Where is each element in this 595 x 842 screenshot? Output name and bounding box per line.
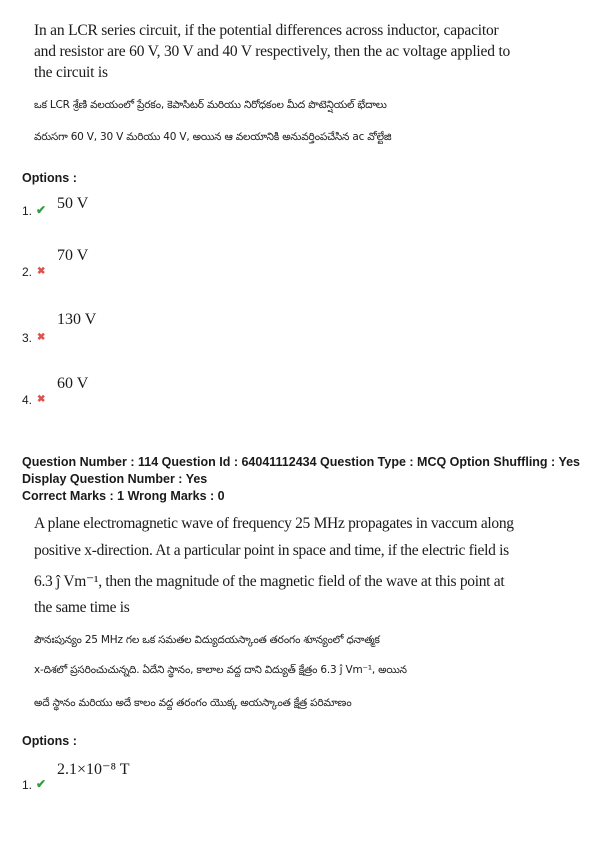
question-text-telugu-line: పౌనఃపున్యం 25 MHz గల ఒక సమతల విద్యుదయస్కాంత తరంగం శూన్యంలో ధనాత్మక [34, 634, 380, 646]
question-text-line: the circuit is [34, 64, 108, 81]
check-icon: ✔ [36, 203, 47, 217]
option-text: 50 V [57, 195, 89, 212]
option-number: 1. [22, 204, 33, 218]
question-meta: Question Number : 114 Question Id : 64041112434 Question Type : MCQ Option Shuffling : Yes [22, 455, 580, 469]
option-text: 2.1×10⁻⁸ T [57, 761, 130, 778]
check-icon: ✔ [36, 777, 47, 791]
option-text: 70 V [57, 247, 89, 264]
options-heading: Options : [22, 734, 77, 748]
options-heading: Options : [22, 171, 77, 185]
option-number: 1. [22, 778, 33, 792]
question-meta: Display Question Number : Yes [22, 472, 208, 486]
option-text: 130 V [57, 311, 97, 328]
question-text-line: A plane electromagnetic wave of frequency 25 MHz propagates in vaccum along [34, 515, 514, 532]
question-text-line: the same time is [34, 599, 130, 616]
option-number: 4. [22, 393, 33, 407]
option-number: 2. [22, 265, 33, 279]
option-text: 60 V [57, 375, 89, 392]
cross-icon: ✖ [37, 332, 46, 343]
cross-icon: ✖ [37, 266, 46, 277]
question-text-line: 6.3 ĵ Vm⁻¹, then the magnitude of the magnetic field of the wave at this point at [34, 573, 505, 590]
question-text-telugu-line: అదే స్థానం మరియు అదే కాలం వద్ద తరంగం యొక్క అయస్కాంత క్షేత్ర పరిమాణం [34, 697, 352, 709]
question-text-line: and resistor are 60 V, 30 V and 40 V respectively, then the ac voltage applied to [34, 43, 511, 60]
question-text-line: In an LCR series circuit, if the potential differences across inductor, capacitor [34, 22, 499, 39]
question-text-telugu-line: x-దిశలో ప్రసరించుచున్నది. ఏదేని స్థానం, కాలాల వద్ద దాని విద్యుత్ క్షేత్రం 6.3 ĵ Vm⁻¹, అయిన [34, 664, 407, 676]
marks-info: Correct Marks : 1 Wrong Marks : 0 [22, 489, 225, 503]
cross-icon: ✖ [37, 394, 46, 405]
option-number: 3. [22, 331, 33, 345]
question-text-telugu-line: ఒక LCR శ్రేణి వలయంలో ప్రేరకం, కెపాసిటర్ మరియు నిరోధకంల మీద పొటెన్షియల్ భేదాలు [34, 99, 387, 111]
question-text-telugu-line: వరుసగా 60 V, 30 V మరియు 40 V, అయిన ఆ వలయానికి అనువర్తింపచేసిన ac వోల్టేజి [34, 131, 392, 143]
question-text-line: positive x-direction. At a particular point in space and time, if the electric field is [34, 542, 509, 559]
